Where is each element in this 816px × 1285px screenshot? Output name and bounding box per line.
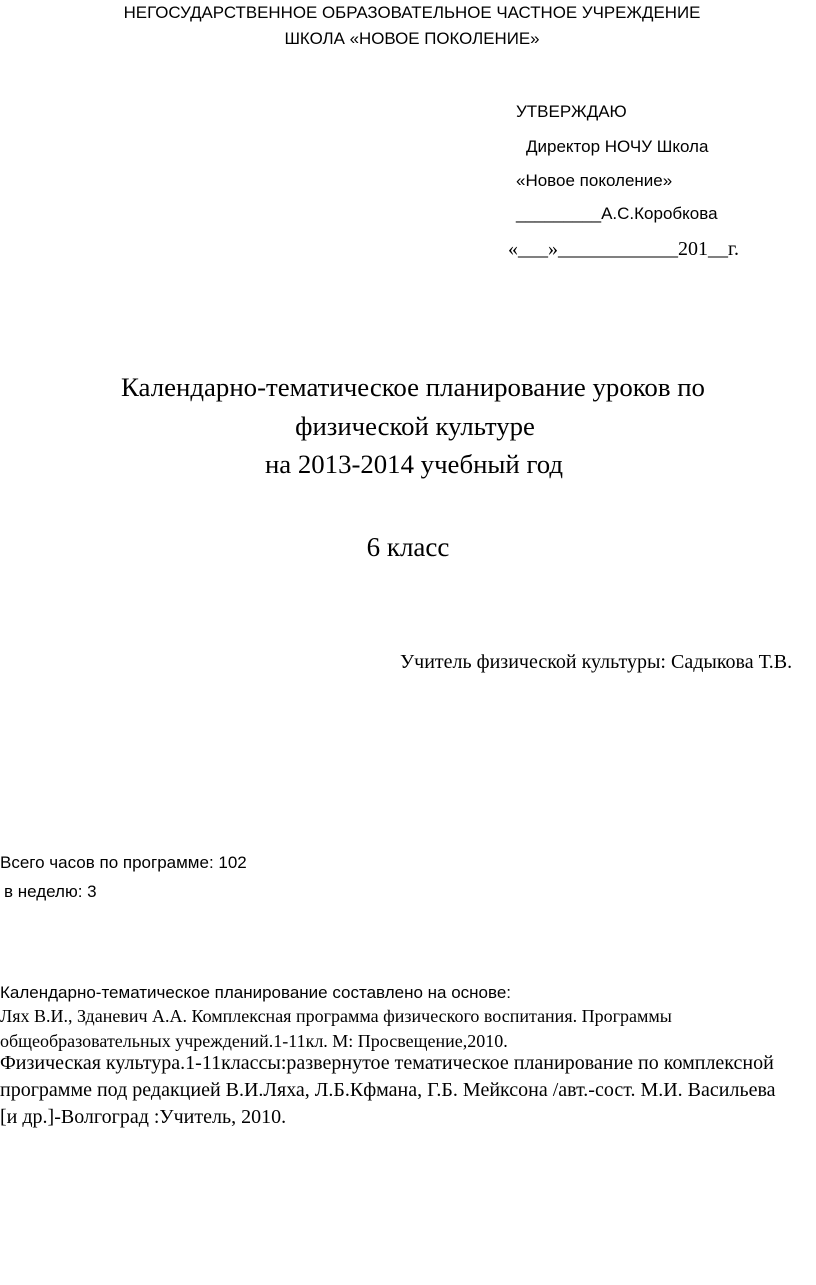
source1-line1: Лях В.И., Зданевич А.А. Комплексная программа физического воспитания. Программы bbox=[0, 1006, 672, 1026]
source2-line1: Физическая культура.1-11классы:развернутое тематическое планирование по комплексной bbox=[0, 1052, 774, 1074]
weekly-hours: в неделю: 3 bbox=[4, 882, 97, 901]
approval-heading: УТВЕРЖДАЮ bbox=[516, 102, 627, 121]
basis-intro: Календарно-тематическое планирование составлено на основе: bbox=[0, 983, 512, 1002]
approval-school: «Новое поколение» bbox=[516, 171, 673, 190]
institution-name-line2: ШКОЛА «НОВОЕ ПОКОЛЕНИЕ» bbox=[284, 29, 540, 48]
date-day-blank: ___ bbox=[518, 238, 548, 260]
date-year-blank: __ bbox=[708, 238, 728, 260]
date-suffix: г. bbox=[728, 238, 739, 260]
source2-line3: [и др.]-Волгоград :Учитель, 2010. bbox=[0, 1106, 287, 1128]
document-title-line3: на 2013-2014 учебный год bbox=[264, 449, 564, 479]
document-title-line2: физической культуре bbox=[295, 411, 535, 441]
signature-blank: _________ bbox=[516, 204, 602, 223]
institution-name-line1: НЕГОСУДАРСТВЕННОЕ ОБРАЗОВАТЕЛЬНОЕ ЧАСТНОЕ УЧРЕЖДЕНИЕ bbox=[123, 3, 701, 22]
approval-position: Директор НОЧУ Школа bbox=[526, 137, 709, 156]
date-month-blank: ____________ bbox=[558, 238, 678, 260]
signatory-name: А.С.Коробкова bbox=[601, 204, 718, 223]
source1-line2: общеобразовательных учреждений.1-11кл. М: Просвещение,2010. bbox=[0, 1031, 508, 1051]
teacher-label: Учитель физической культуры: Садыкова Т.В. bbox=[400, 651, 793, 673]
date-close-quote: » bbox=[548, 238, 558, 260]
source2-line2: программе под редакцией В.И.Ляха, Л.Б.Кфмана, Г.Б. Мейксона /авт.-сост. М.И. Васильева bbox=[0, 1079, 776, 1101]
date-open-quote: « bbox=[508, 238, 518, 260]
total-hours: Всего часов по программе: 102 bbox=[0, 853, 247, 872]
grade-label: 6 класс bbox=[366, 532, 450, 562]
document-title-line1: Календарно-тематическое планирование уроков по bbox=[121, 372, 705, 402]
approval-date-line bbox=[508, 237, 739, 261]
approval-signature-line bbox=[516, 203, 718, 225]
date-year-prefix: 201 bbox=[678, 238, 708, 260]
